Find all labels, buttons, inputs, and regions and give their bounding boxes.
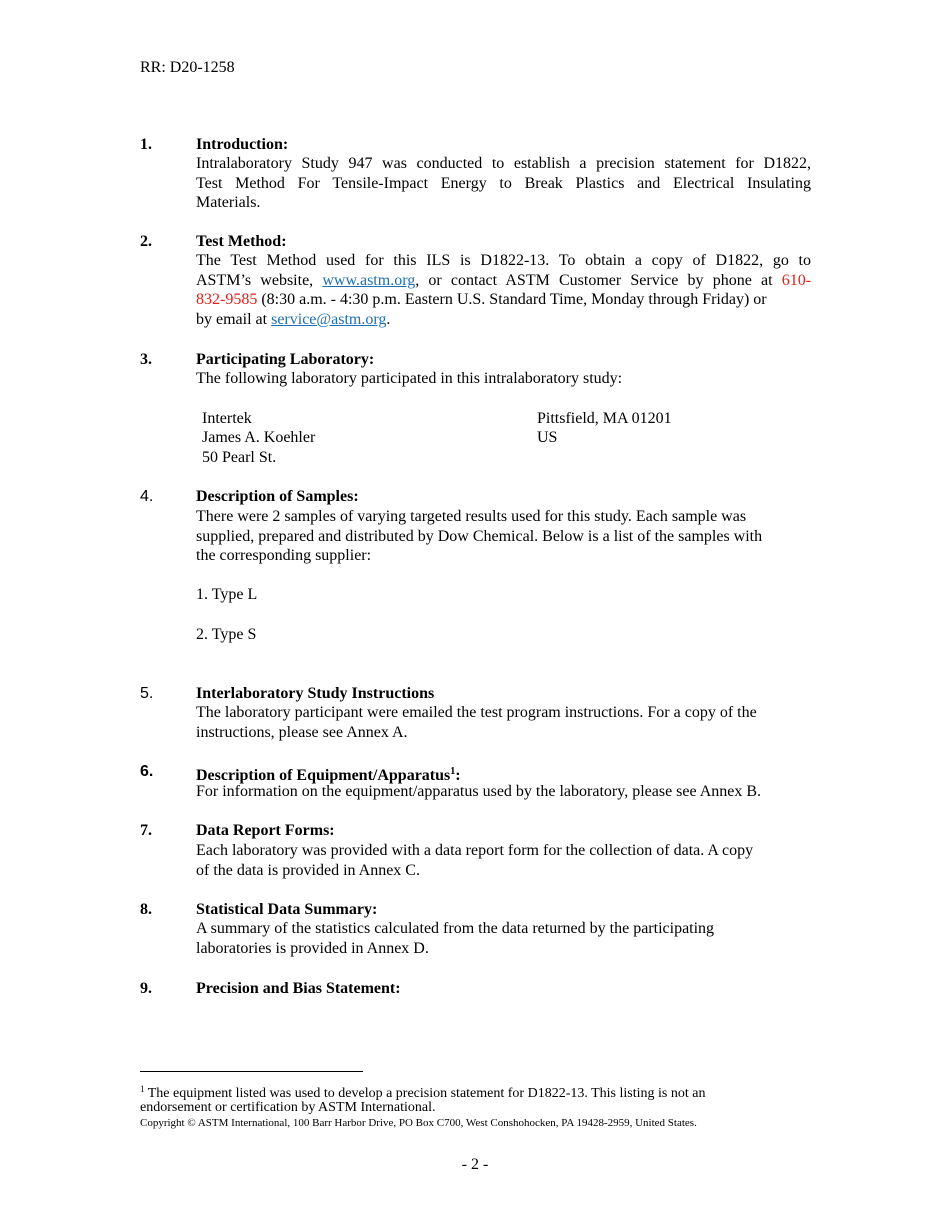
section-7-title: Data Report Forms: [196,822,335,839]
body-text: , or contact ASTM Customer Service by phone at [415,271,782,289]
section-9-number: 9. [140,980,152,997]
body-line: instructions, please see Annex A. [196,723,408,741]
section-3-number: 3. [140,351,152,368]
page-number: - 2 - [461,1156,489,1173]
sample-item: 1. Type L [196,586,258,603]
lab-country: US [537,429,558,446]
section-8-body [196,919,811,958]
body-line: The Test Method used for this ILS is D1822-13. To obtain a copy of D1822, go to [196,252,811,269]
section-4-number: 4. [140,488,154,505]
section-6-number: 6. [140,763,154,780]
section-1-number: 1. [140,136,152,153]
body-text: . [386,310,391,328]
footnote-marker: 1 [140,1084,145,1094]
section-8-title: Statistical Data Summary: [196,901,378,918]
footnote-text: The equipment listed was used to develop a precision statement for D1822-13. This listing is not an [144,1086,706,1101]
body-line: There were 2 samples of varying targeted results used for this study. Each sample was [196,508,747,525]
body-line [196,310,811,330]
sample-item: 2. Type S [196,626,257,643]
body-text: by email at [196,310,272,328]
body-line: Test Method For Tensile-Impact Energy to Break Plastics and Electrical Insulating [196,174,811,192]
body-line: A summary of the statistics calculated from the data returned by the participating [196,920,715,937]
section-1-title: Introduction: [196,136,289,153]
section-3-title: Participating Laboratory: [196,351,375,368]
body-text: ASTM’s website, [196,271,323,289]
section-4-title: Description of Samples: [196,488,359,505]
section-3-intro: The following laboratory participated in this intralaboratory study: [196,370,623,387]
section-2-title: Test Method: [196,233,287,250]
body-line [196,290,811,310]
footnote-divider [140,1071,363,1072]
lab-name: Intertek [202,410,252,427]
section-7-body [196,841,811,880]
body-line: The laboratory participant were emailed the test program instructions. For a copy of the [196,704,757,721]
body-line [196,271,811,291]
section-8-number: 8. [140,901,152,918]
section-5-number: 5. [140,685,154,702]
footnote-line: endorsement or certification by ASTM International. [140,1100,436,1115]
body-line: Materials. [196,194,261,211]
section-4-body [196,507,811,566]
section-9-title: Precision and Bias Statement: [196,980,401,997]
body-line: laboratories is provided in Annex D. [196,939,429,957]
copyright-notice: Copyright © ASTM International, 100 Barr Harbor Drive, PO Box C700, West Conshohocken, PA 19428-2959, United States. [140,1117,697,1129]
title-text: Description of Equipment/Apparatus [196,767,451,784]
body-line: supplied, prepared and distributed by Dow Chemical. Below is a list of the samples with [196,527,763,545]
section-6-body [196,782,811,802]
title-text: : [455,767,461,784]
body-text: (8:30 a.m. - 4:30 p.m. Eastern U.S. Standard Time, Monday through Friday) or [257,291,767,308]
service-email-link[interactable]: service@astm.org [271,310,387,328]
document-ref: RR: D20-1258 [140,59,235,76]
body-line: the corresponding supplier: [196,547,372,564]
section-5-body [196,703,811,742]
section-7-number: 7. [140,822,152,839]
lab-contact: James A. Koehler [202,429,316,446]
lab-city: Pittsfield, MA 01201 [537,410,672,427]
section-1-body [196,154,811,213]
body-line: Each laboratory was provided with a data report form for the collection of data. A copy [196,842,754,859]
phone-number: 832-9585 [196,291,258,308]
body-line: For information on the equipment/apparatus used by the laboratory, please see Annex B. [196,783,762,800]
phone-number: 610- [781,271,812,289]
section-2-body [196,251,811,329]
footnote-ref[interactable]: 1 [450,766,456,777]
lab-street: 50 Pearl St. [202,449,277,466]
section-2-number: 2. [140,233,152,250]
body-line: Intralaboratory Study 947 was conducted to establish a precision statement for D1822, [196,155,811,172]
astm-website-link[interactable]: www.astm.org [322,271,416,289]
body-line: of the data is provided in Annex C. [196,861,420,879]
section-5-title: Interlaboratory Study Instructions [196,685,435,702]
